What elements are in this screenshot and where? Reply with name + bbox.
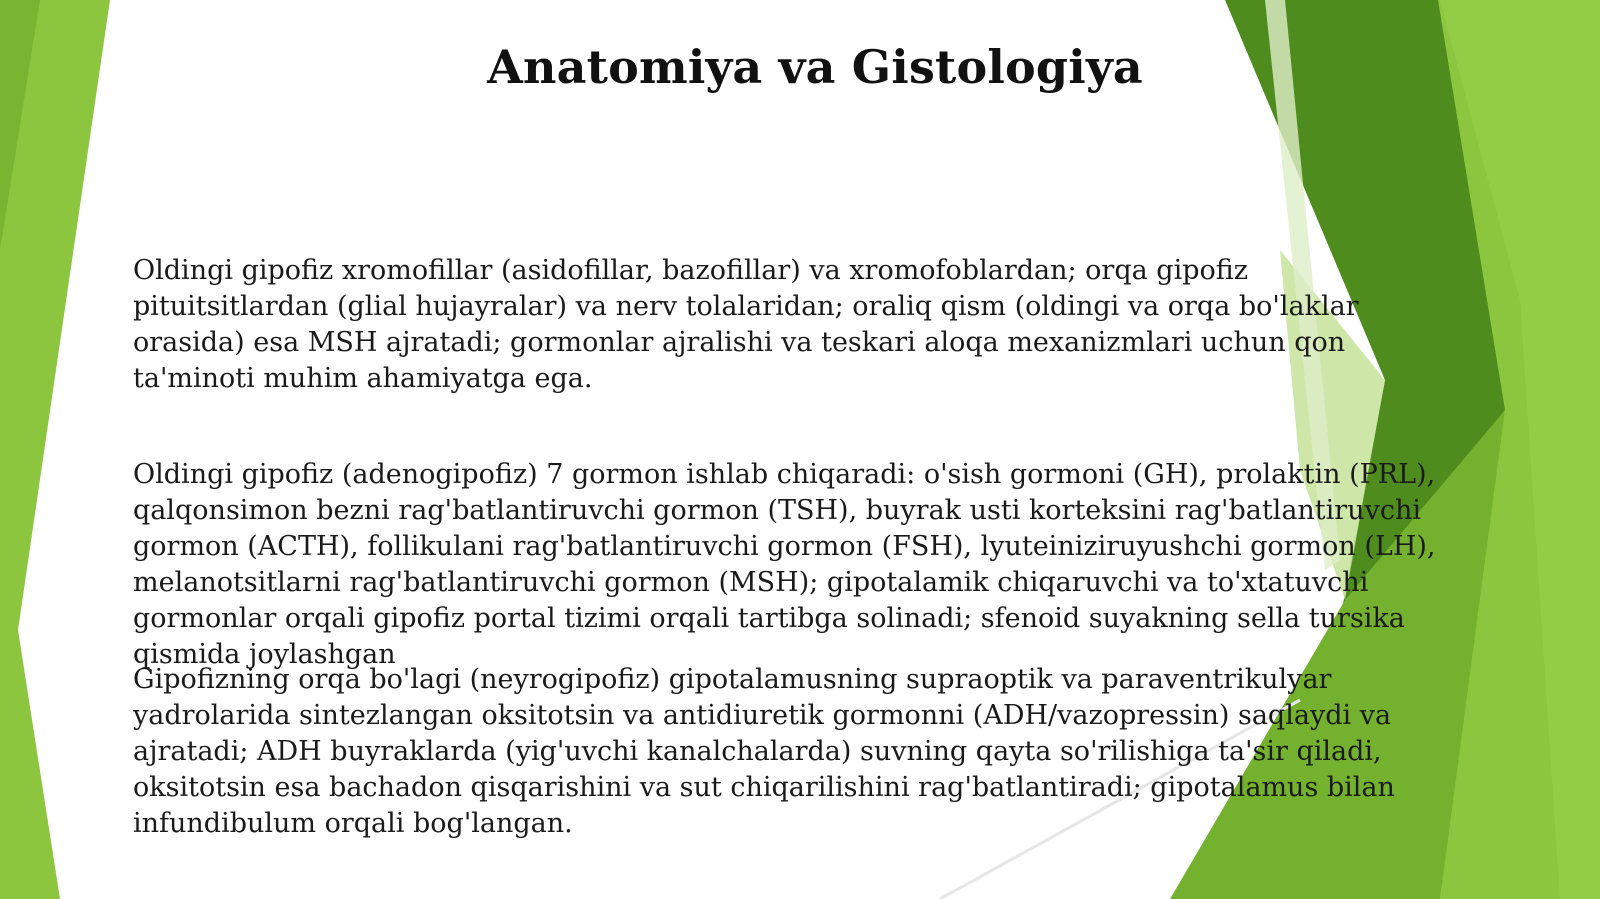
- paragraph-neurohypophysis: Gipofizning orqa bo'lagi (neyrogipofiz) gipotalamusning supraoptik va paraventrikulyar yadrolarida sintezlangan oksitotsin va antidiuretik gormonni (ADH/vazopressin) saqlaydi va ajratadi; ADH buyraklarda (yig'uvchi kanalchalarda) suvning qayta so'rilishiga ta'sir qiladi, oksitotsin esa bachadon qisqarishini va sut chiqarilishini rag'batlantiradi; gipotalamus bilan infundibulum orqali bog'langan.: [133, 664, 1395, 839]
- slide-title: Anatomiya va Gistologiya: [487, 40, 1143, 94]
- paragraph-adenohypophysis: Oldingi gipofiz (adenogipofiz) 7 gormon ishlab chiqaradi: o'sish gormoni (GH), prolaktin (PRL), qalqonsimon bezni rag'batlantiruvchi gormon (TSH), buyrak usti korteksini rag'batlantiruvchi gormon (ACTH), follikulani rag'batlantiruvchi gormon (FSH), lyuteiniziruyushchi gormon (LH), melanotsitlarni rag'batlantiruvchi gormon (MSH); gipotalamik chiqaruvchi va to'xtatuvchi gormonlar orqali gipofiz portal tizimi orqali tartibga solinadi; sfenoid suyakning sella tursika qismida joylashgan: [133, 459, 1436, 670]
- paragraph-anatomy: Oldingi gipofiz xromofillar (asidofillar, bazofillar) va xromofoblardan; orqa gipofiz pituitsitlardan (glial hujayralar) va nerv tolalaridan; oraliq qism (oldingi va orqa bo'laklar orasida) esa MSH ajratadi; gormonlar ajralishi va teskari aloqa mexanizmlari uchun qon ta'minoti muhim ahamiyatga ega.: [133, 255, 1359, 394]
